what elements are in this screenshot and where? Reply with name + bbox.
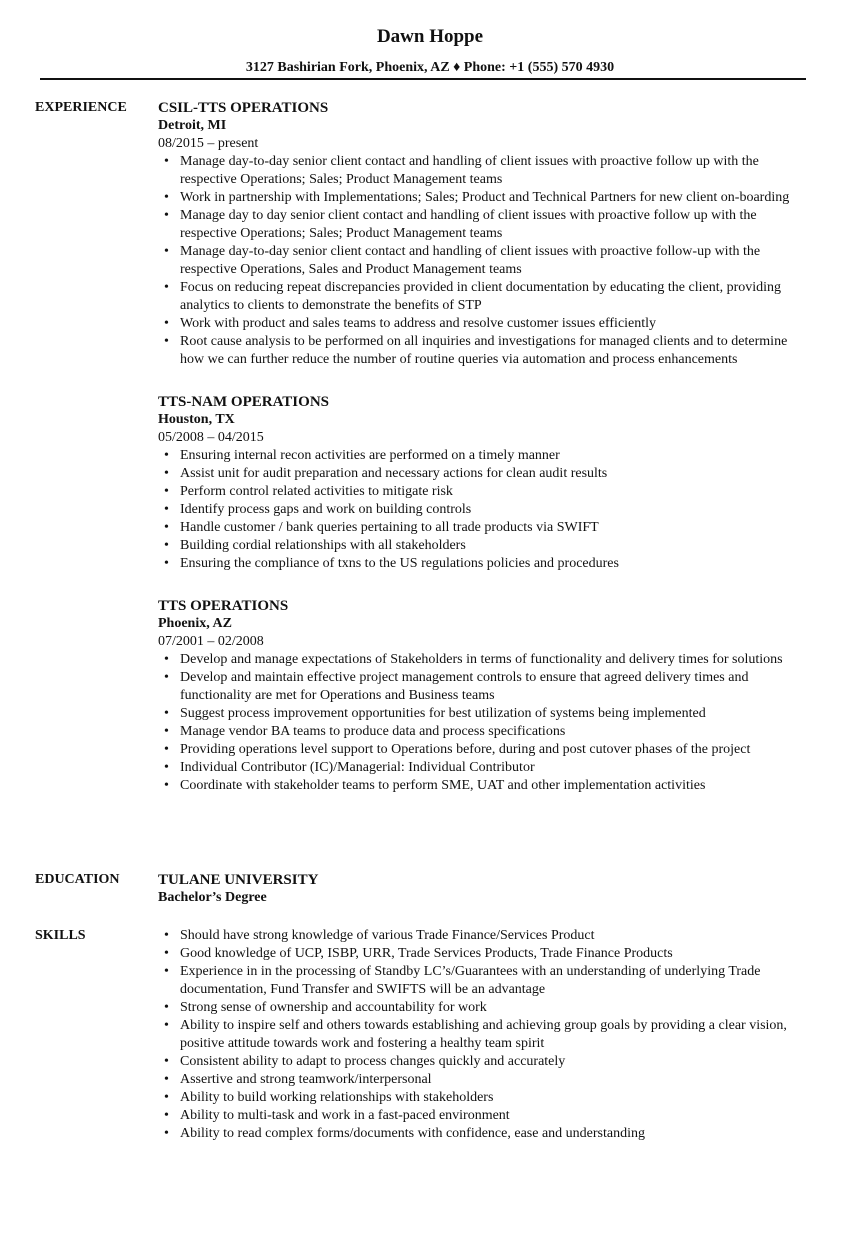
- school-name: TULANE UNIVERSITY: [158, 872, 319, 888]
- skill-item: • Ability to multi-task and work in a fast-paced environment: [158, 1107, 803, 1125]
- job-location: Houston, TX: [158, 412, 235, 427]
- skill-item: • Assertive and strong teamwork/interpersonal: [158, 1071, 803, 1089]
- job-bullets: [158, 651, 803, 795]
- candidate-name: Dawn Hoppe: [376, 26, 484, 47]
- skills-list: [158, 927, 803, 1143]
- education-body: [158, 871, 803, 907]
- job-bullets: [158, 153, 803, 369]
- job-dates: 07/2001 – 02/2008: [158, 634, 264, 649]
- degree: Bachelor’s Degree: [158, 890, 267, 905]
- job-entry: [158, 393, 803, 573]
- bullet-item: • Building cordial relationships with all stakeholders: [158, 537, 803, 555]
- skill-item: • Ability to inspire self and others towards establishing and achieving group goals by providing a clear vision, positive attitude towards work and fostering a healthy team spirit: [158, 1017, 803, 1053]
- job-dates: 05/2008 – 04/2015: [158, 430, 264, 445]
- job-title: TTS-NAM OPERATIONS: [158, 394, 329, 410]
- skill-item: • Ability to build working relationships with stakeholders: [158, 1089, 803, 1107]
- skill-item: • Ability to read complex forms/documents with confidence, ease and understanding: [158, 1125, 803, 1143]
- skill-item: • Should have strong knowledge of various Trade Finance/Services Product: [158, 927, 803, 945]
- bullet-item: • Manage day-to-day senior client contact and handling of client issues with proactive follow up with the respective Operations; Sales; Product Management teams: [158, 153, 803, 189]
- job-title: TTS OPERATIONS: [158, 598, 289, 614]
- bullet-item: • Perform control related activities to mitigate risk: [158, 483, 803, 501]
- bullet-item: • Work in partnership with Implementations; Sales; Product and Technical Partners for new client on-boarding: [158, 189, 803, 207]
- bullet-item: • Develop and manage expectations of Stakeholders in terms of functionality and delivery times for solutions: [158, 651, 803, 669]
- job-entry: [158, 99, 803, 369]
- bullet-item: • Root cause analysis to be performed on all inquiries and investigations for managed clients and to determine how we can further reduce the number of routine queries via automation and process enhancements: [158, 333, 803, 369]
- bullet-item: • Providing operations level support to Operations before, during and post cutover phases of the project: [158, 741, 803, 759]
- bullet-item: • Ensuring internal recon activities are performed on a timely manner: [158, 447, 803, 465]
- skill-item: • Strong sense of ownership and accountability for work: [158, 999, 803, 1017]
- bullet-item: • Manage day-to-day senior client contact and handling of client issues with proactive follow-up with the respective Operations, Sales and Product Management teams: [158, 243, 803, 279]
- job-dates: 08/2015 – present: [158, 136, 259, 151]
- bullet-item: • Manage day to day senior client contact and handling of client issues with proactive follow up with the respective Operations; Sales; Product Management teams: [158, 207, 803, 243]
- skill-item: • Good knowledge of UCP, ISBP, URR, Trade Services Products, Trade Finance Products: [158, 945, 803, 963]
- job-location: Detroit, MI: [158, 118, 227, 133]
- job-location: Phoenix, AZ: [158, 616, 232, 631]
- skill-item: • Consistent ability to adapt to process changes quickly and accurately: [158, 1053, 803, 1071]
- bullet-item: • Focus on reducing repeat discrepancies provided in client documentation by educating the client, providing analytics to clients to demonstrate the benefits of STP: [158, 279, 803, 315]
- bullet-item: • Identify process gaps and work on building controls: [158, 501, 803, 519]
- bullet-item: • Manage vendor BA teams to produce data and process specifications: [158, 723, 803, 741]
- bullet-item: • Suggest process improvement opportunities for best utilization of systems being implemented: [158, 705, 803, 723]
- job-bullets: [158, 447, 803, 573]
- bullet-item: • Coordinate with stakeholder teams to perform SME, UAT and other implementation activities: [158, 777, 803, 795]
- skill-item: • Experience in in the processing of Standby LC’s/Guarantees with an understanding of underlying Trade documentation, Fund Transfer and SWIFTS will be an advantage: [158, 963, 803, 999]
- job-title: CSIL-TTS OPERATIONS: [158, 100, 329, 116]
- bullet-item: • Work with product and sales teams to address and resolve customer issues efficiently: [158, 315, 803, 333]
- experience-body: [158, 99, 803, 819]
- contact-line: 3127 Bashirian Fork, Phoenix, AZ ♦ Phone: +1 (555) 570 4930: [245, 60, 615, 75]
- bullet-item: • Individual Contributor (IC)/Managerial: Individual Contributor: [158, 759, 803, 777]
- experience-heading: EXPERIENCE: [35, 100, 127, 115]
- bullet-item: • Ensuring the compliance of txns to the US regulations policies and procedures: [158, 555, 803, 573]
- education-heading: EDUCATION: [35, 872, 120, 887]
- bullet-item: • Handle customer / bank queries pertaining to all trade products via SWIFT: [158, 519, 803, 537]
- skills-heading: SKILLS: [35, 928, 86, 943]
- header-divider: [40, 78, 806, 80]
- skills-body: [158, 927, 803, 1143]
- job-entry: [158, 597, 803, 795]
- bullet-item: • Assist unit for audit preparation and necessary actions for clean audit results: [158, 465, 803, 483]
- bullet-item: • Develop and maintain effective project management controls to ensure that agreed delivery times and functionality are met for Operations and Business teams: [158, 669, 803, 705]
